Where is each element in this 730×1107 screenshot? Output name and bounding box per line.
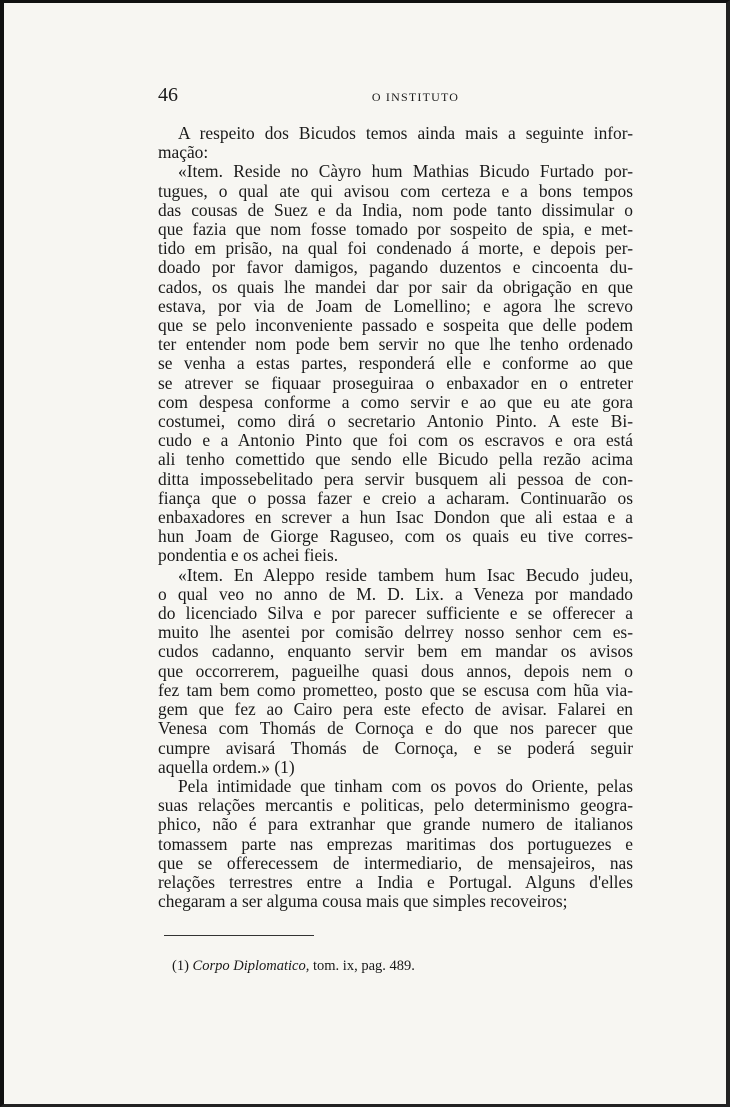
- text-line: tomassem parte nas emprezas maritimas dos portuguezes e: [158, 833, 633, 854]
- text-line: se atrever se fiquaar proseguiraa o enbaxador en o entreter: [158, 372, 633, 393]
- text-line: chegaram a ser alguma cousa mais que simples recoveiros;: [158, 891, 568, 912]
- text-line: do licenciado Silva e por parecer sufficiente e se offerecer a: [158, 603, 633, 624]
- text-line: suas relações mercantis e politicas, pelo determinismo geogra-: [158, 795, 633, 816]
- text-line: cados, os quais lhe mandei dar por sair da obrigação en que: [158, 276, 633, 297]
- running-title: O INSTITUTO: [371, 90, 460, 104]
- text-line: «Item. En Aleppo reside tambem hum Isac Becudo judeu,: [178, 564, 633, 585]
- footnote: [158, 958, 633, 975]
- text-line: tugues, o qual ate qui avisou com certeza e a bons tempos: [158, 180, 633, 201]
- text-line: aquella ordem.» (1): [158, 756, 295, 777]
- text-line: ditta impossebelitado pera servir busquem ali pessoa de con-: [158, 468, 633, 489]
- text-line: cudos cadanno, enquanto servir bem em mandar os avisos: [158, 641, 633, 662]
- text-line: fiança que o possa fazer e creio a acharam. Continuarão os: [158, 487, 633, 508]
- page: [158, 86, 633, 975]
- footnote-rule: [164, 935, 314, 936]
- text-line: estava, por via de Joam de Lomellino; e agora lhe screvo: [158, 295, 633, 316]
- text-line: Pela intimidade que tinham com os povos do Oriente, pelas: [178, 775, 633, 796]
- text-line: phico, não é para extranhar que grande numero de italianos: [158, 814, 633, 835]
- text-line: mação:: [158, 142, 209, 163]
- text-line: que fazia que nom fosse tomado por sospeito de spia, e met-: [158, 219, 633, 240]
- text-line: que se pelo inconveniente passado e sospeita que delle podem: [158, 315, 633, 336]
- text-line: cudo e a Antonio Pinto que foi com os escravos e ora está: [158, 430, 633, 451]
- text-line: muito lhe asentei por comisão delrrey nosso senhor cem es-: [158, 622, 633, 643]
- text-line: enbaxadores en screver a hun Isac Dondon que ali estaa e a: [158, 507, 633, 528]
- footnote-title: Corpo Diplomatico,: [192, 958, 310, 975]
- text-line: gem que fez ao Cairo pera este efecto de avisar. Falarei en: [158, 699, 633, 720]
- body-text: [158, 124, 633, 911]
- text-line: cumpre avisará Thomás de Cornoça, e se poderá seguir: [158, 737, 633, 758]
- text-line: ali tenho comettido que sendo elle Bicudo pella rezão acima: [158, 449, 633, 470]
- text-line: Venesa com Thomás de Cornoça e do que nos parecer que: [158, 718, 633, 739]
- text-line: A respeito dos Bicudos temos ainda mais a seguinte infor-: [178, 123, 633, 143]
- text-line: com despesa conforme a como servir e ao que eu ate gora: [158, 391, 633, 412]
- text-line: pondentia e os achei fieis.: [158, 545, 339, 566]
- running-head: [158, 86, 633, 116]
- text-line: doado por favor damigos, pagando duzentos e cincoenta du-: [158, 257, 633, 278]
- text-line: «Item. Reside no Càyro hum Mathias Bicudo Furtado por-: [178, 161, 633, 182]
- text-line: hun Joam de Giorge Raguseo, com os quais eu tive corres-: [158, 526, 633, 547]
- text-line: relações terrestres entre a India e Portugal. Alguns d'elles: [158, 871, 633, 892]
- text-line: que se offerecessem de intermediario, de mensajeiros, nas: [158, 852, 633, 873]
- text-line: das cousas de Suez e da India, nom pode tanto dissimular o: [158, 199, 633, 220]
- footnote-reference: tom. ix, pag. 489.: [312, 958, 415, 975]
- text-line: se venha a estas partes, responderá elle e conforme ao que: [158, 353, 633, 374]
- text-line: costumei, como dirá o secretario Antonio Pinto. A este Bi-: [158, 411, 633, 432]
- text-line: que occorrerem, pagueilhe quasi dous annos, depois nem o: [158, 660, 633, 681]
- text-line: tido em prisão, na qual foi condenado á morte, e depois per-: [158, 238, 633, 259]
- text-line: o qual veo no anno de M. D. Lix. a Veneza por mandado: [158, 583, 633, 604]
- footnote-marker: (1): [172, 958, 189, 975]
- text-line: fez tam bem como prometteo, posto que se escusa com hũa via-: [158, 679, 633, 700]
- text-line: ter entender nom pode bem servir no que lhe tenho ordenado: [158, 334, 633, 355]
- page-number: 46: [158, 84, 178, 106]
